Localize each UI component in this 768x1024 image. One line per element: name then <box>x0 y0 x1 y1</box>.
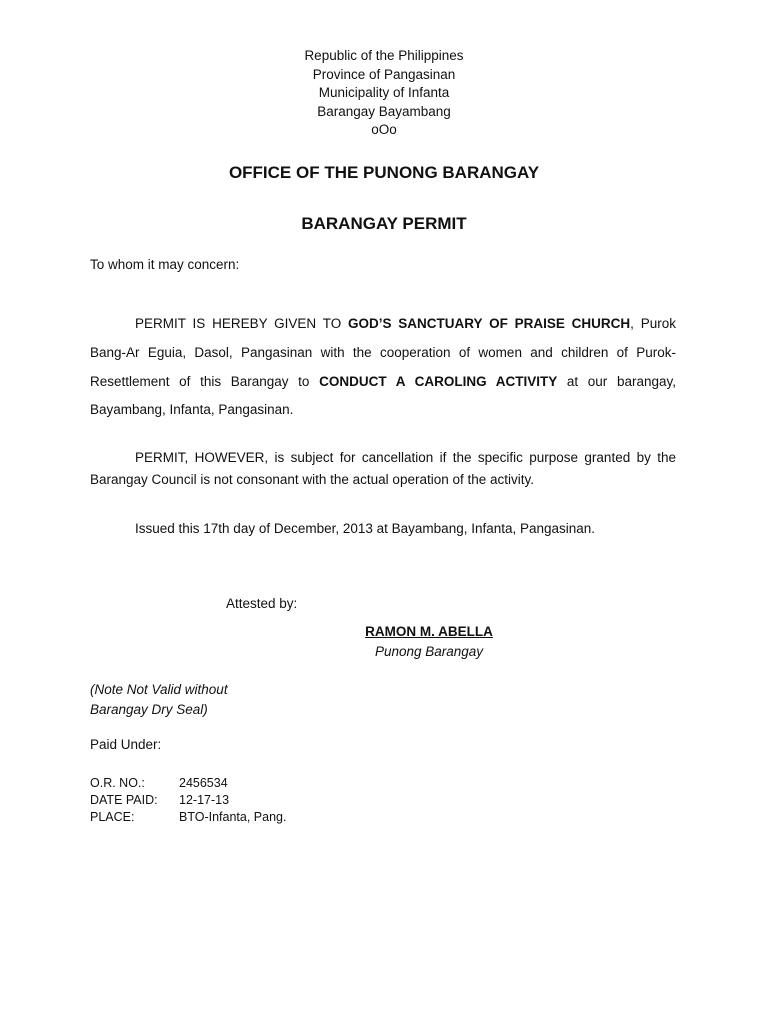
receipt-place-row <box>90 809 286 826</box>
permit-text-3: at our barangay, Bayambang, Infanta, Pangasinan. <box>90 373 676 418</box>
letterhead-country: Republic of the Philippines <box>304 48 464 63</box>
grantee-name: GOD’S SANCTUARY OF PRAISE CHURCH <box>348 316 631 331</box>
note-line-1: (Note Not Valid without <box>90 682 228 697</box>
dry-seal-note <box>90 680 228 720</box>
signatory-name: RAMON M. ABELLA <box>365 624 493 639</box>
receipt-date-row <box>90 792 286 809</box>
receipt-or-row <box>90 775 286 792</box>
letterhead-ornament: oOo <box>371 122 397 138</box>
permitted-activity: CONDUCT A CAROLING ACTIVITY <box>319 373 558 389</box>
issued-paragraph <box>90 520 676 538</box>
paid-under-label: Paid Under: <box>90 737 162 752</box>
place-value: BTO-Infanta, Pang. <box>179 810 287 824</box>
permit-text-2: , Purok Bang-Ar Eguia, Dasol, Pangasinan with the cooperation of women and children of Purok-Resettlement of this Barangay to <box>90 316 676 389</box>
cancellation-paragraph <box>90 447 676 491</box>
office-title: OFFICE OF THE PUNONG BARANGAY <box>228 163 540 182</box>
or-number-value: 2456534 <box>179 776 228 790</box>
issued-text: Issued this 17th day of December, 2013 at Bayambang, Infanta, Pangasinan. <box>135 521 596 536</box>
date-paid-label: DATE PAID: <box>90 793 158 807</box>
salutation: To whom it may concern: <box>90 257 240 272</box>
letterhead-province: Province of Pangasinan <box>312 66 456 82</box>
permit-title: BARANGAY PERMIT <box>301 214 467 233</box>
attested-by-label: Attested by: <box>226 596 298 611</box>
or-number-label: O.R. NO.: <box>90 776 145 790</box>
cancellation-text: PERMIT, HOWEVER, is subject for cancellation if the specific purpose granted by the Barangay Council is not consonant with the actual operation of the activity. <box>90 450 676 487</box>
date-paid-value: 12-17-13 <box>179 793 230 807</box>
letterhead <box>0 47 768 140</box>
letterhead-municipality: Municipality of Infanta <box>318 85 450 101</box>
letterhead-barangay: Barangay Bayambang <box>317 103 451 119</box>
receipt-details <box>90 775 286 826</box>
place-label: PLACE: <box>90 810 135 824</box>
note-line-2: Barangay Dry Seal) <box>90 702 208 717</box>
signatory-title: Punong Barangay <box>374 644 484 659</box>
permit-text-1: PERMIT IS HEREBY GIVEN TO <box>135 316 348 331</box>
permit-paragraph <box>90 310 676 425</box>
